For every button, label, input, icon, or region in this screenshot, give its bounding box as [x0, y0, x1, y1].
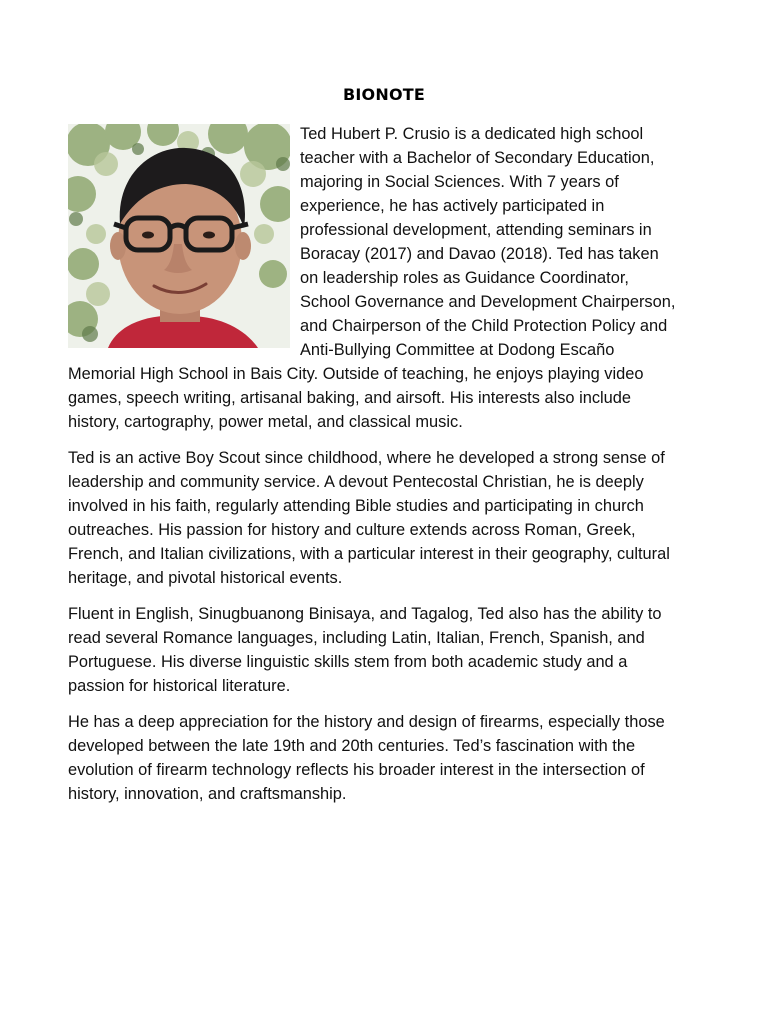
portrait-illustration	[68, 124, 290, 348]
bio-paragraph-3: Fluent in English, Sinugbuanong Binisaya, and Tagalog, Ted also has the ability to read several Romance languages, including Latin, Italian, French, Spanish, and Portuguese. His diverse linguistic skills stem from both academic study and a passion for historical literature.	[68, 605, 662, 695]
page-title: BIONOTE	[343, 85, 425, 104]
portrait-photo	[68, 124, 290, 348]
bio-content	[68, 122, 680, 818]
bio-paragraph-4: He has a deep appreciation for the history and design of firearms, especially those developed between the late 19th and 20th centuries. Ted’s fascination with the evolution of firearm technology reflects his broader interest in the intersection of history, innovation, and craftsmanship.	[68, 713, 665, 803]
bio-paragraph-2: Ted is an active Boy Scout since childhood, where he developed a strong sense of leadership and community service. A devout Pentecostal Christian, he is deeply involved in his faith, regularly attending Bible studies and participating in church outreaches. His passion for history and culture extends across Roman, Greek, French, and Italian civilizations, with a particular interest in their geography, cultural heritage, and pivotal historical events.	[68, 449, 670, 587]
bio-paragraph-1: Ted Hubert P. Crusio is a dedicated high school teacher with a Bachelor of Secondary Education, majoring in Social Sciences. With 7 years of experience, he has actively participated in professional development, attending seminars in Boracay (2017) and Davao (2018). Ted has taken on leadership roles as Guidance Coordinator, School Governance and Development Chairperson, and Chairperson of the Child Protection Policy and Anti-Bullying Committee at Dodong Escaño Memorial High School in Bais City. Outside of teaching, he enjoys playing video games, speech writing, artisanal baking, and airsoft. His interests also include history, cartography, power metal, and classical music.	[68, 125, 676, 431]
